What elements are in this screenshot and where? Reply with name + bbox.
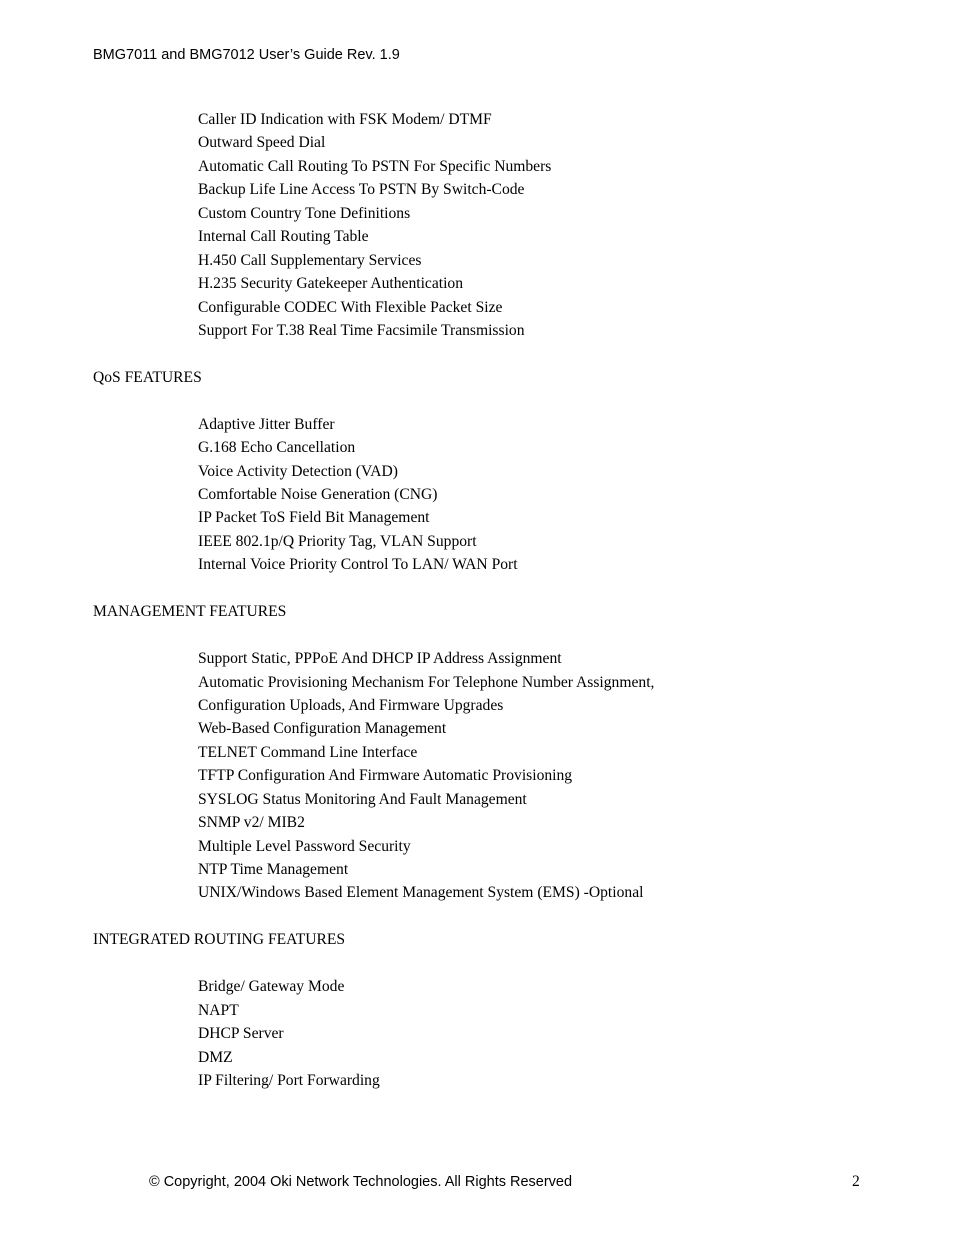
list-item: Comfortable Noise Generation (CNG) (198, 486, 438, 503)
list-item: Automatic Call Routing To PSTN For Specific Numbers (198, 157, 552, 175)
list-item: Configuration Uploads, And Firmware Upgrades (198, 696, 504, 714)
list-item: Outward Speed Dial (198, 134, 326, 152)
list-item: Adaptive Jitter Buffer (198, 415, 335, 433)
section-heading-routing: INTEGRATED ROUTING FEATURES (93, 931, 346, 949)
list-item: Automatic Provisioning Mechanism For Telephone Number Assignment, (198, 673, 655, 691)
list-item: Support For T.38 Real Time Facsimile Transmission (198, 321, 525, 339)
qos-features-list (93, 413, 893, 577)
list-item: IP Filtering/ Port Forwarding (198, 1071, 380, 1089)
list-item: G.168 Echo Cancellation (198, 439, 356, 457)
page-header: BMG7011 and BMG7012 User’s Guide Rev. 1.9 (93, 47, 400, 63)
list-item: Custom Country Tone Definitions (198, 204, 411, 222)
list-item: Voice Activity Detection (VAD) (198, 462, 398, 480)
list-item: NAPT (198, 1001, 239, 1019)
voice-features-list (93, 108, 893, 342)
section-heading-qos: QoS FEATURES (93, 368, 202, 386)
list-item: IP Packet ToS Field Bit Management (198, 509, 430, 527)
management-features-list (93, 647, 893, 905)
list-item: Backup Life Line Access To PSTN By Switch-Code (198, 181, 525, 199)
list-item: IEEE 802.1p/Q Priority Tag, VLAN Support (198, 532, 477, 550)
document-body (93, 108, 893, 1092)
list-item: DHCP Server (198, 1025, 284, 1043)
list-item: UNIX/Windows Based Element Management System (EMS) -Optional (198, 884, 644, 902)
list-item: TFTP Configuration And Firmware Automatic Provisioning (198, 767, 573, 785)
list-item: SNMP v2/ MIB2 (198, 814, 305, 832)
list-item: TELNET Command Line Interface (198, 743, 418, 761)
list-item: Support Static, PPPoE And DHCP IP Address Assignment (198, 650, 562, 668)
page-number: 2 (852, 1173, 860, 1190)
list-item: H.235 Security Gatekeeper Authentication (198, 275, 464, 293)
routing-features-list (93, 975, 893, 1092)
list-item: DMZ (198, 1048, 233, 1066)
list-item: Multiple Level Password Security (198, 837, 411, 855)
list-item: NTP Time Management (198, 861, 349, 878)
section-heading-management: MANAGEMENT FEATURES (93, 603, 287, 621)
list-item: Web-Based Configuration Management (198, 720, 447, 738)
list-item: Internal Voice Priority Control To LAN/ WAN Port (198, 556, 518, 574)
list-item: SYSLOG Status Monitoring And Fault Management (198, 790, 527, 808)
list-item: Internal Call Routing Table (198, 228, 369, 246)
list-item: Configurable CODEC With Flexible Packet Size (198, 298, 503, 316)
copyright-footer: © Copyright, 2004 Oki Network Technologies. All Rights Reserved (149, 1174, 573, 1190)
list-item: Caller ID Indication with FSK Modem/ DTMF (198, 111, 492, 128)
list-item: Bridge/ Gateway Mode (198, 978, 345, 996)
list-item: H.450 Call Supplementary Services (198, 251, 422, 269)
